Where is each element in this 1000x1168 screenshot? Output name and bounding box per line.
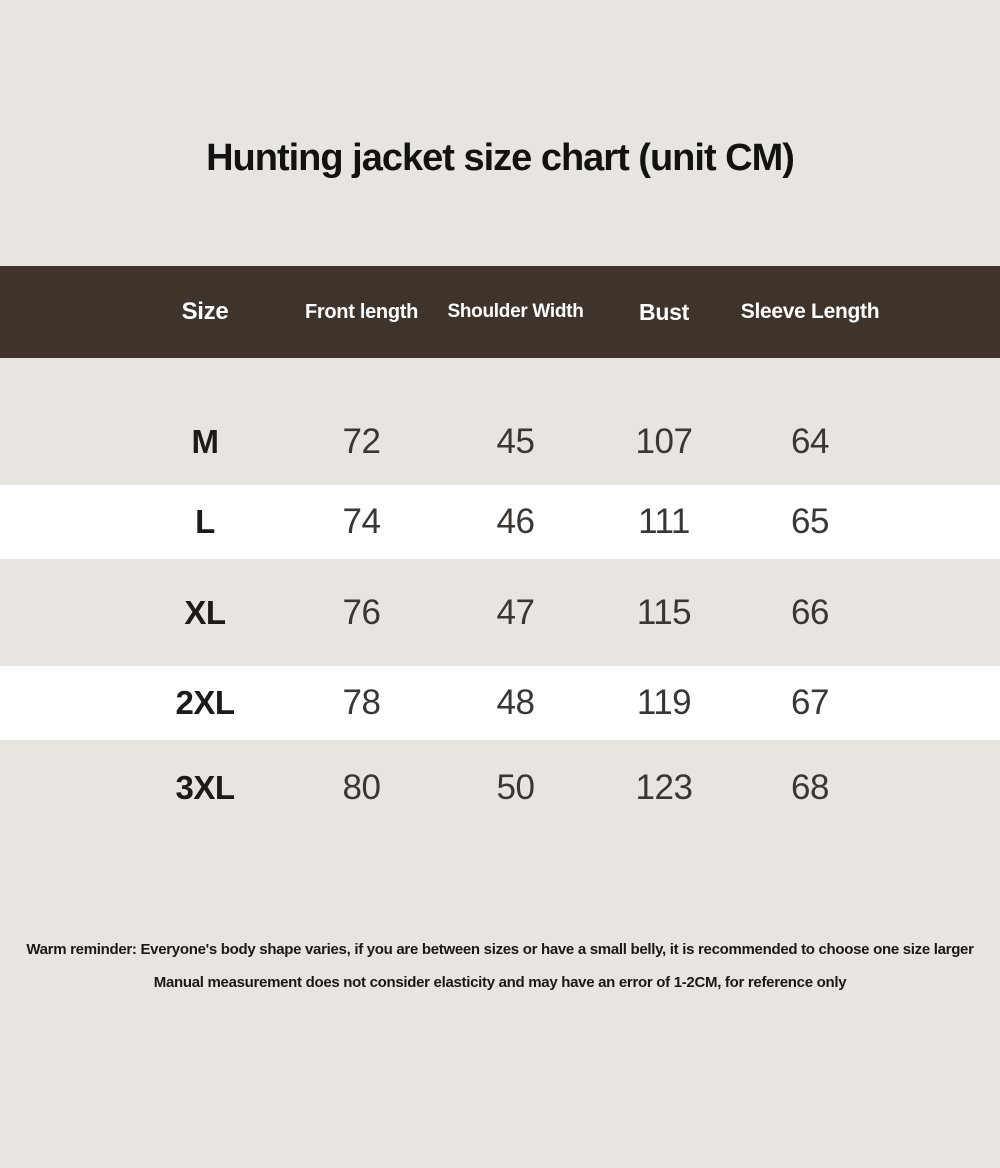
column-header-shoulder-width: Shoulder Width — [447, 301, 584, 322]
title-section — [0, 0, 1000, 266]
page-title: Hunting jacket size chart (unit CM) — [206, 136, 794, 179]
front-length-cell: 76 — [342, 592, 381, 632]
sleeve-length-cell: 64 — [791, 421, 829, 461]
table-row-m — [0, 398, 1000, 485]
bust-cell: 115 — [636, 592, 692, 632]
shoulder-width-cell: 45 — [496, 421, 535, 461]
shoulder-width-cell: 47 — [496, 592, 535, 632]
sleeve-length-cell: 65 — [791, 502, 829, 541]
size-cell: 2XL — [175, 684, 235, 721]
sleeve-length-cell: 67 — [791, 683, 829, 722]
column-header-bust: Bust — [639, 298, 689, 325]
table-row-xl — [0, 559, 1000, 666]
front-length-cell: 78 — [342, 683, 381, 722]
sleeve-length-cell: 66 — [791, 592, 829, 632]
shoulder-width-cell: 46 — [496, 502, 535, 541]
table-row-l — [0, 485, 1000, 559]
shoulder-width-cell: 48 — [496, 683, 535, 722]
bust-cell: 119 — [636, 683, 692, 722]
reminder-line-2: Manual measurement does not consider elasticity and may have an error of 1-2CM, for reference only — [153, 974, 847, 991]
header-gap — [0, 358, 1000, 398]
column-header-sleeve-length: Sleeve Length — [740, 300, 880, 323]
shoulder-width-cell: 50 — [496, 768, 535, 807]
sleeve-length-cell: 68 — [791, 768, 829, 807]
front-length-cell: 72 — [342, 421, 381, 461]
size-cell: 3XL — [175, 769, 235, 806]
table-row-3xl — [0, 740, 1000, 836]
column-header-front-length: Front length — [304, 300, 419, 323]
reminder-notes — [0, 933, 1000, 999]
size-cell: XL — [184, 593, 226, 631]
bust-cell: 123 — [635, 768, 693, 807]
table-row-2xl — [0, 666, 1000, 740]
column-header-size: Size — [181, 298, 229, 325]
front-length-cell: 74 — [342, 502, 381, 541]
bust-cell: 107 — [635, 421, 693, 461]
size-cell: L — [195, 503, 215, 540]
reminder-line-1: Warm reminder: Everyone's body shape varies, if you are between sizes or have a small belly, it is recommended to choose one size larger — [26, 941, 974, 958]
size-cell: M — [191, 422, 219, 460]
front-length-cell: 80 — [342, 768, 381, 807]
table-header-row — [0, 266, 1000, 358]
bust-cell: 111 — [638, 502, 690, 541]
